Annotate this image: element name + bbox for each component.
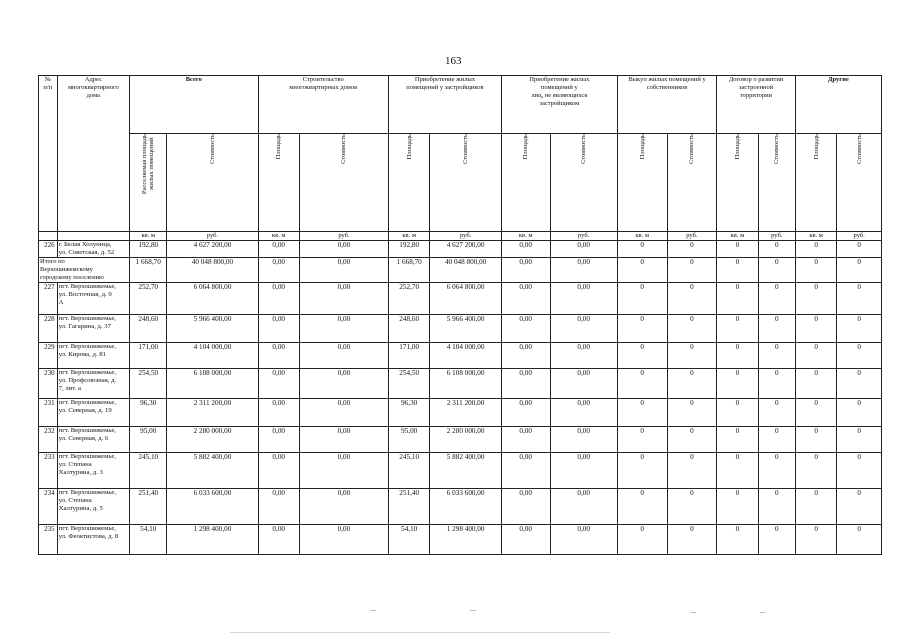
value-cell: 0 <box>837 399 882 427</box>
value-cell: 6 108 000,00 <box>167 369 258 399</box>
value-cell: 6 033 600,00 <box>430 489 501 525</box>
value-cell: 248,60 <box>130 315 167 343</box>
value-cell: 4 627 200,00 <box>430 241 501 258</box>
value-cell: 0 <box>667 399 717 427</box>
table-row <box>39 283 882 315</box>
value-cell: 5 882 400,00 <box>167 453 258 489</box>
value-cell: 0 <box>795 283 836 315</box>
unit-cell: руб. <box>837 232 882 241</box>
value-cell: 0 <box>617 489 667 525</box>
table-row <box>39 525 882 555</box>
value-cell: 2 311 200,00 <box>167 399 258 427</box>
value-cell: 0 <box>795 399 836 427</box>
total-label: Итого по Верхошижемскому городскому поселению <box>39 258 130 283</box>
value-cell: 0 <box>717 453 758 489</box>
value-cell: 0 <box>795 489 836 525</box>
value-cell: 0 <box>837 427 882 453</box>
value-cell: 192,80 <box>130 241 167 258</box>
subheader-resettled-area: Расселяемая площадь жилых помещений <box>130 134 167 232</box>
header-group-buyout: Выкуп жилых помещений у собственников <box>617 76 716 134</box>
value-cell: 0,00 <box>258 427 299 453</box>
address-cell: пгт. Верхошижемье, ул. Северная, д. 6 <box>57 427 129 453</box>
value-cell: 0,00 <box>501 399 550 427</box>
address-cell: пгт. Верхошижемье, ул. Северная, д. 19 <box>57 399 129 427</box>
value-cell: 0 <box>758 241 795 258</box>
unit-cell: кв. м <box>130 232 167 241</box>
header-group-territory-development: Договор о развитии застроенной территории <box>717 76 796 134</box>
value-cell: 96,30 <box>388 399 429 427</box>
address-cell: пгт. Верхошижемье, ул. Феоктистова, д. 8 <box>57 525 129 555</box>
value-cell: 245,10 <box>130 453 167 489</box>
value-cell: 0,00 <box>501 453 550 489</box>
address-cell: г. Белая Холуница, ул. Советская, д. 52 <box>57 241 129 258</box>
value-cell: 0 <box>717 427 758 453</box>
value-cell: 0,00 <box>258 241 299 258</box>
value-cell: 0,00 <box>501 258 550 283</box>
value-cell: 0 <box>617 258 667 283</box>
value-cell: 0 <box>795 241 836 258</box>
row-number: 234 <box>39 489 58 525</box>
value-cell: 0 <box>795 427 836 453</box>
row-number: 235 <box>39 525 58 555</box>
value-cell: 6 064 800,00 <box>430 283 501 315</box>
value-cell: 0,00 <box>299 453 388 489</box>
unit-cell: руб. <box>167 232 258 241</box>
value-cell: 0 <box>758 315 795 343</box>
value-cell: 254,50 <box>388 369 429 399</box>
value-cell: 0,00 <box>550 489 617 525</box>
value-cell: 0 <box>667 283 717 315</box>
value-cell: 0 <box>717 525 758 555</box>
subheader-cost: Стоимость <box>430 134 501 232</box>
value-cell: 5 882 400,00 <box>430 453 501 489</box>
table-row <box>39 369 882 399</box>
subheader-cost: Стоимость <box>667 134 717 232</box>
unit-cell: руб. <box>299 232 388 241</box>
table-row <box>39 453 882 489</box>
value-cell: 0,00 <box>299 241 388 258</box>
value-cell: 0 <box>717 315 758 343</box>
value-cell: 1 668,70 <box>388 258 429 283</box>
value-cell: 0,00 <box>550 258 617 283</box>
value-cell: 0 <box>717 399 758 427</box>
value-cell: 1 298 400,00 <box>430 525 501 555</box>
unit-cell-empty <box>39 232 58 241</box>
value-cell: 96,30 <box>130 399 167 427</box>
value-cell: 251,40 <box>130 489 167 525</box>
value-cell: 0 <box>837 315 882 343</box>
value-cell: 0 <box>617 453 667 489</box>
value-cell: 0 <box>758 343 795 369</box>
value-cell: 0,00 <box>299 399 388 427</box>
value-cell: 0 <box>617 369 667 399</box>
value-cell: 0 <box>758 369 795 399</box>
value-cell: 0 <box>617 315 667 343</box>
value-cell: 0 <box>617 343 667 369</box>
value-cell: 0 <box>617 283 667 315</box>
value-cell: 1 298 400,00 <box>167 525 258 555</box>
row-number: 228 <box>39 315 58 343</box>
value-cell: 0 <box>837 369 882 399</box>
value-cell: 6 108 000,00 <box>430 369 501 399</box>
value-cell: 171,00 <box>130 343 167 369</box>
header-number: № п/п <box>39 76 58 232</box>
value-cell: 0 <box>758 283 795 315</box>
value-cell: 6 064 800,00 <box>167 283 258 315</box>
value-cell: 54,10 <box>388 525 429 555</box>
value-cell: 0 <box>837 489 882 525</box>
value-cell: 0 <box>758 453 795 489</box>
subheader-cost: Стоимость <box>837 134 882 232</box>
value-cell: 0,00 <box>258 489 299 525</box>
units-row <box>39 232 882 241</box>
address-cell: пгт. Верхошижемье, ул. Кирова, д. 81 <box>57 343 129 369</box>
value-cell: 0 <box>667 369 717 399</box>
value-cell: 0 <box>667 241 717 258</box>
unit-cell: кв. м <box>617 232 667 241</box>
value-cell: 0 <box>758 258 795 283</box>
table-row <box>39 241 882 258</box>
value-cell: 0 <box>837 283 882 315</box>
value-cell: 40 048 800,00 <box>430 258 501 283</box>
subheader-area: Площадь <box>258 134 299 232</box>
address-cell: пгт. Верхошижемье, ул. Степана Халтурина, д. 5 <box>57 489 129 525</box>
value-cell: 0,00 <box>550 283 617 315</box>
value-cell: 4 104 000,00 <box>167 343 258 369</box>
unit-cell: кв. м <box>717 232 758 241</box>
value-cell: 95,00 <box>388 427 429 453</box>
value-cell: 192,80 <box>388 241 429 258</box>
row-number: 232 <box>39 427 58 453</box>
table-row <box>39 489 882 525</box>
unit-cell: руб. <box>430 232 501 241</box>
table-row <box>39 315 882 343</box>
value-cell: 0 <box>717 258 758 283</box>
value-cell: 0,00 <box>299 258 388 283</box>
value-cell: 0 <box>758 399 795 427</box>
value-cell: 0 <box>758 427 795 453</box>
value-cell: 0,00 <box>258 525 299 555</box>
value-cell: 40 048 800,00 <box>167 258 258 283</box>
value-cell: 0,00 <box>258 399 299 427</box>
unit-cell: кв. м <box>388 232 429 241</box>
value-cell: 0,00 <box>299 489 388 525</box>
subheader-area: Площадь <box>501 134 550 232</box>
header-group-purchase-non-developers: Приобретение жилых помещений у лиц, не являющихся застройщиком <box>501 76 617 134</box>
value-cell: 0 <box>795 343 836 369</box>
value-cell: 0,00 <box>550 525 617 555</box>
subheader-area: Площадь <box>617 134 667 232</box>
value-cell: 0,00 <box>258 343 299 369</box>
value-cell: 0,00 <box>258 453 299 489</box>
value-cell: 6 033 600,00 <box>167 489 258 525</box>
row-number: 226 <box>39 241 58 258</box>
value-cell: 0,00 <box>501 427 550 453</box>
value-cell: 248,60 <box>388 315 429 343</box>
value-cell: 0,00 <box>299 427 388 453</box>
value-cell: 5 966 400,00 <box>430 315 501 343</box>
value-cell: 0,00 <box>258 283 299 315</box>
value-cell: 0,00 <box>550 399 617 427</box>
value-cell: 0,00 <box>258 369 299 399</box>
value-cell: 2 280 000,00 <box>167 427 258 453</box>
row-number: 230 <box>39 369 58 399</box>
value-cell: 171,00 <box>388 343 429 369</box>
value-cell: 0 <box>717 241 758 258</box>
value-cell: 0 <box>795 315 836 343</box>
address-cell: пгт. Верхошижемье, ул. Профсоюзная, д. 7, лит. а <box>57 369 129 399</box>
value-cell: 0 <box>837 525 882 555</box>
value-cell: 245,10 <box>388 453 429 489</box>
value-cell: 0,00 <box>550 369 617 399</box>
value-cell: 1 668,70 <box>130 258 167 283</box>
value-cell: 0 <box>758 489 795 525</box>
value-cell: 0 <box>717 489 758 525</box>
value-cell: 0 <box>667 427 717 453</box>
value-cell: 0,00 <box>501 343 550 369</box>
value-cell: 0 <box>837 343 882 369</box>
value-cell: 4 104 000,00 <box>430 343 501 369</box>
row-number: 231 <box>39 399 58 427</box>
value-cell: 251,40 <box>388 489 429 525</box>
value-cell: 0 <box>667 343 717 369</box>
header-address: Адрес многоквартирного дома <box>57 76 129 232</box>
unit-cell: руб. <box>550 232 617 241</box>
value-cell: 0,00 <box>501 283 550 315</box>
address-cell: пгт. Верхошижемье, ул. Гагарина, д. 37 <box>57 315 129 343</box>
value-cell: 0 <box>667 525 717 555</box>
value-cell: 252,70 <box>388 283 429 315</box>
value-cell: 0 <box>837 241 882 258</box>
address-cell: пгт. Верхошижемье, ул. Степана Халтурина, д. 3 <box>57 453 129 489</box>
value-cell: 5 966 400,00 <box>167 315 258 343</box>
unit-cell: кв. м <box>795 232 836 241</box>
value-cell: 0,00 <box>299 525 388 555</box>
value-cell: 0 <box>717 343 758 369</box>
subheader-area: Площадь <box>388 134 429 232</box>
row-number: 227 <box>39 283 58 315</box>
table-row <box>39 427 882 453</box>
value-cell: 0 <box>617 399 667 427</box>
value-cell: 0,00 <box>299 369 388 399</box>
value-cell: 0,00 <box>501 489 550 525</box>
value-cell: 0 <box>837 453 882 489</box>
value-cell: 0,00 <box>550 427 617 453</box>
subheader-area: Площадь <box>717 134 758 232</box>
value-cell: 0,00 <box>501 315 550 343</box>
total-row <box>39 258 882 283</box>
unit-cell: руб. <box>667 232 717 241</box>
value-cell: 0 <box>717 283 758 315</box>
value-cell: 0 <box>667 258 717 283</box>
value-cell: 54,10 <box>130 525 167 555</box>
subheader-cost: Стоимость <box>299 134 388 232</box>
value-cell: 0,00 <box>299 283 388 315</box>
address-cell: пгт. Верхошижемье, ул. Восточная, д. 9 А <box>57 283 129 315</box>
value-cell: 0 <box>667 453 717 489</box>
header-group-purchase-developers: Приобретение жилых помещений у застройщиков <box>388 76 501 134</box>
value-cell: 0,00 <box>501 241 550 258</box>
row-number: 229 <box>39 343 58 369</box>
value-cell: 0 <box>795 525 836 555</box>
page-number: 163 <box>445 55 462 67</box>
value-cell: 0,00 <box>550 315 617 343</box>
unit-cell: кв. м <box>258 232 299 241</box>
value-cell: 0,00 <box>258 258 299 283</box>
value-cell: 2 280 000,00 <box>430 427 501 453</box>
subheader-cost: Стоимость <box>167 134 258 232</box>
value-cell: 0,00 <box>299 315 388 343</box>
value-cell: 0 <box>617 427 667 453</box>
value-cell: 0,00 <box>501 369 550 399</box>
value-cell: 0 <box>795 258 836 283</box>
unit-cell: кв. м <box>501 232 550 241</box>
header-group-construction: Строительство многоквартирных домов <box>258 76 388 134</box>
value-cell: 254,50 <box>130 369 167 399</box>
value-cell: 252,70 <box>130 283 167 315</box>
row-number: 233 <box>39 453 58 489</box>
value-cell: 0,00 <box>299 343 388 369</box>
value-cell: 0 <box>617 241 667 258</box>
unit-cell: руб. <box>758 232 795 241</box>
value-cell: 0 <box>717 369 758 399</box>
value-cell: 0,00 <box>550 241 617 258</box>
value-cell: 0 <box>758 525 795 555</box>
table-row <box>39 399 882 427</box>
resettlement-table <box>38 75 882 555</box>
value-cell: 0,00 <box>550 343 617 369</box>
subheader-cost: Стоимость <box>758 134 795 232</box>
value-cell: 0 <box>667 315 717 343</box>
value-cell: 0 <box>617 525 667 555</box>
value-cell: 2 311 200,00 <box>430 399 501 427</box>
value-cell: 0 <box>795 369 836 399</box>
value-cell: 0,00 <box>501 525 550 555</box>
value-cell: 4 627 200,00 <box>167 241 258 258</box>
subheader-area: Площадь <box>795 134 836 232</box>
value-cell: 0 <box>837 258 882 283</box>
value-cell: 95,00 <box>130 427 167 453</box>
header-group-other: Другие <box>795 76 881 134</box>
value-cell: 0,00 <box>550 453 617 489</box>
unit-cell-empty <box>57 232 129 241</box>
header-group-total: Всего <box>130 76 258 134</box>
value-cell: 0,00 <box>258 315 299 343</box>
value-cell: 0 <box>667 489 717 525</box>
table-row <box>39 343 882 369</box>
subheader-cost: Стоимость <box>550 134 617 232</box>
value-cell: 0 <box>795 453 836 489</box>
